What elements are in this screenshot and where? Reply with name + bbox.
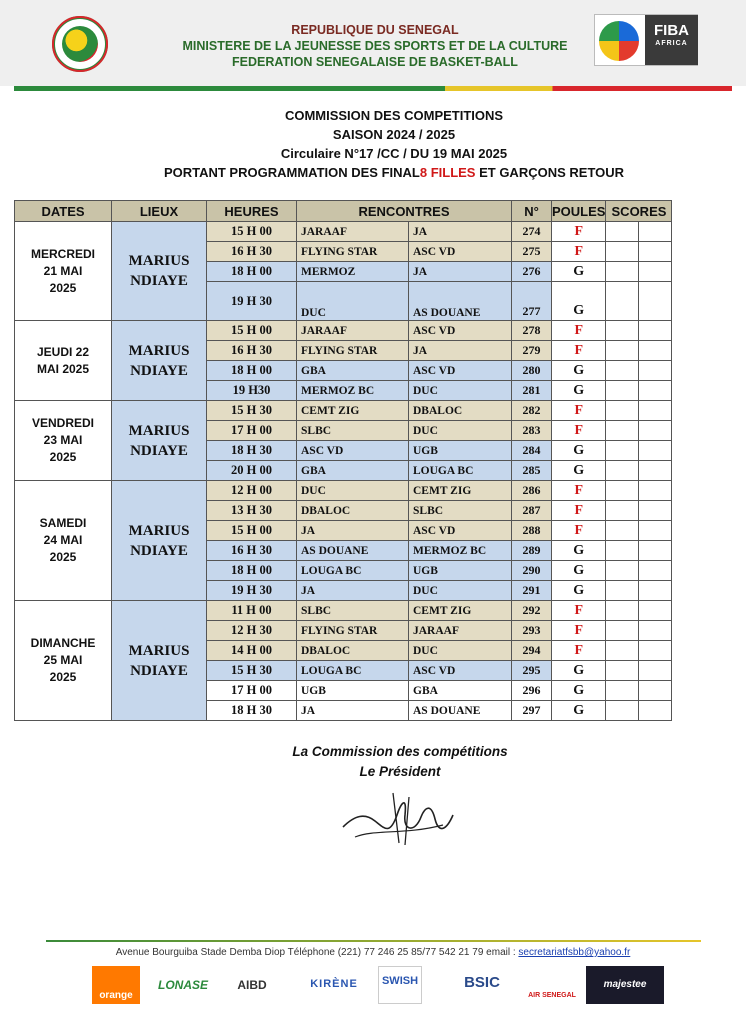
- poule-cell: G: [552, 661, 606, 681]
- table-row: [15, 601, 672, 621]
- home-team-cell: LOUGA BC: [297, 561, 409, 581]
- time-cell: 15 H 00: [207, 521, 297, 541]
- score-cell: [606, 321, 639, 341]
- score-cell: [639, 361, 672, 381]
- match-number-cell: 292: [512, 601, 552, 621]
- match-number-cell: 275: [512, 242, 552, 262]
- venue-cell: [112, 222, 207, 321]
- title-line4-b: 8 FILLES: [419, 165, 476, 180]
- air-senegal-logo: AIR SENEGAL: [528, 992, 576, 999]
- match-number-cell: 285: [512, 461, 552, 481]
- home-team-cell: UGB: [297, 681, 409, 701]
- score-cell: [639, 381, 672, 401]
- away-team-cell: ASC VD: [409, 521, 512, 541]
- sponsor-logos: [92, 966, 692, 1006]
- title-line3: Circulaire N°17 /CC / DU 19 MAI 2025: [280, 146, 508, 161]
- poule-cell: G: [552, 561, 606, 581]
- venue-cell: [112, 321, 207, 401]
- date-line: DIMANCHE: [30, 636, 96, 650]
- date-cell: [15, 601, 112, 721]
- time-cell: 13 H 30: [207, 501, 297, 521]
- header-heures: HEURES: [207, 201, 297, 222]
- score-cell: [639, 581, 672, 601]
- fsbb-logo: [52, 16, 108, 72]
- lonase-logo: LONASE: [157, 978, 208, 992]
- away-team-cell: GBA: [409, 681, 512, 701]
- time-cell: 17 H 00: [207, 421, 297, 441]
- score-cell: [606, 621, 639, 641]
- document-title: [0, 106, 746, 182]
- home-team-cell: MERMOZ: [297, 262, 409, 282]
- score-cell: [606, 661, 639, 681]
- score-cell: [639, 461, 672, 481]
- poule-cell: F: [552, 341, 606, 361]
- match-number-cell: 276: [512, 262, 552, 282]
- signature-block: [250, 742, 550, 782]
- header-scores: SCORES: [606, 201, 672, 222]
- away-team-cell: UGB: [409, 441, 512, 461]
- venue-line: NDIAYE: [130, 442, 188, 459]
- date-line: VENDREDI: [31, 416, 94, 430]
- venue-line: NDIAYE: [130, 662, 188, 679]
- match-number-cell: 295: [512, 661, 552, 681]
- fiba-africa-logo: [594, 14, 698, 66]
- match-number-cell: 277: [512, 282, 552, 321]
- time-cell: 18 H 00: [207, 262, 297, 282]
- home-team-cell: CEMT ZIG: [297, 401, 409, 421]
- poule-cell: F: [552, 421, 606, 441]
- match-number-cell: 297: [512, 701, 552, 721]
- poule-cell: G: [552, 262, 606, 282]
- title-line4-a: PORTANT PROGRAMMATION DES FINAL: [163, 165, 420, 180]
- match-number-cell: 282: [512, 401, 552, 421]
- time-cell: 18 H 30: [207, 441, 297, 461]
- venue-line: MARIUS: [128, 522, 190, 539]
- home-team-cell: JA: [297, 521, 409, 541]
- orange-logo: orange: [92, 966, 140, 1004]
- header-line1: REPUBLIQUE DU SENEGAL: [291, 23, 459, 37]
- score-cell: [606, 262, 639, 282]
- score-cell: [606, 521, 639, 541]
- score-cell: [606, 701, 639, 721]
- venue-cell: [112, 481, 207, 601]
- time-cell: 19 H 30: [207, 282, 297, 321]
- home-team-cell: MERMOZ BC: [297, 381, 409, 401]
- home-team-cell: SLBC: [297, 421, 409, 441]
- poule-cell: F: [552, 601, 606, 621]
- table-row: [15, 481, 672, 501]
- score-cell: [639, 641, 672, 661]
- score-cell: [639, 242, 672, 262]
- title-line4: [0, 163, 746, 182]
- title-line2: SAISON 2024 / 2025: [332, 127, 456, 142]
- score-cell: [639, 661, 672, 681]
- footer-rule: [46, 940, 701, 942]
- match-number-cell: 287: [512, 501, 552, 521]
- header-numero: N°: [512, 201, 552, 222]
- home-team-cell: LOUGA BC: [297, 661, 409, 681]
- away-team-cell: UGB: [409, 561, 512, 581]
- match-number-cell: 284: [512, 441, 552, 461]
- venue-line: NDIAYE: [130, 542, 188, 559]
- away-team-cell: CEMT ZIG: [409, 601, 512, 621]
- home-team-cell: AS DOUANE: [297, 541, 409, 561]
- score-cell: [639, 521, 672, 541]
- venue-line: MARIUS: [128, 342, 190, 359]
- poule-cell: G: [552, 381, 606, 401]
- score-cell: [606, 421, 639, 441]
- date-line: 2025: [49, 550, 77, 564]
- score-cell: [606, 441, 639, 461]
- away-team-cell: ASC VD: [409, 242, 512, 262]
- letterhead-text: [150, 22, 600, 70]
- time-cell: 11 H 00: [207, 601, 297, 621]
- match-number-cell: 286: [512, 481, 552, 501]
- schedule-table: [14, 200, 672, 721]
- home-team-cell: DBALOC: [297, 501, 409, 521]
- poule-cell: F: [552, 321, 606, 341]
- basketball-icon: [599, 21, 639, 61]
- home-team-cell: DUC: [297, 282, 409, 321]
- time-cell: 18 H 00: [207, 561, 297, 581]
- score-cell: [639, 401, 672, 421]
- score-cell: [606, 222, 639, 242]
- score-cell: [639, 561, 672, 581]
- president-label: Le Président: [359, 764, 441, 779]
- away-team-cell: DUC: [409, 421, 512, 441]
- home-team-cell: ASC VD: [297, 441, 409, 461]
- home-team-cell: FLYING STAR: [297, 621, 409, 641]
- poule-cell: F: [552, 242, 606, 262]
- venue-line: MARIUS: [128, 253, 190, 269]
- header-poules: POULES: [552, 201, 606, 222]
- time-cell: 19 H 30: [207, 581, 297, 601]
- swish-logo: SWISH: [378, 966, 422, 1004]
- score-cell: [639, 601, 672, 621]
- home-team-cell: JA: [297, 581, 409, 601]
- time-cell: 12 H 30: [207, 621, 297, 641]
- venue-line: NDIAYE: [130, 362, 188, 379]
- title-line4-c: ET GARÇONS RETOUR: [475, 165, 625, 180]
- date-line: SAMEDI: [39, 516, 87, 530]
- poule-cell: F: [552, 521, 606, 541]
- table-row: [15, 321, 672, 341]
- table-header-row: [15, 201, 672, 222]
- match-number-cell: 283: [512, 421, 552, 441]
- table-row: [15, 222, 672, 242]
- home-team-cell: GBA: [297, 361, 409, 381]
- away-team-cell: ASC VD: [409, 321, 512, 341]
- header-dates: DATES: [15, 201, 112, 222]
- score-cell: [639, 621, 672, 641]
- score-cell: [639, 222, 672, 242]
- date-cell: [15, 321, 112, 401]
- home-team-cell: SLBC: [297, 601, 409, 621]
- poule-cell: G: [552, 541, 606, 561]
- away-team-cell: MERMOZ BC: [409, 541, 512, 561]
- fiba-logo-main: FIBA: [654, 22, 689, 39]
- score-cell: [606, 501, 639, 521]
- match-number-cell: 294: [512, 641, 552, 661]
- venue-cell: [112, 401, 207, 481]
- header-lieux: LIEUX: [112, 201, 207, 222]
- match-number-cell: 293: [512, 621, 552, 641]
- date-line: 2025: [49, 450, 77, 464]
- match-number-cell: 274: [512, 222, 552, 242]
- score-cell: [606, 641, 639, 661]
- away-team-cell: AS DOUANE: [409, 701, 512, 721]
- score-cell: [606, 581, 639, 601]
- match-number-cell: 296: [512, 681, 552, 701]
- poule-cell: G: [552, 681, 606, 701]
- time-cell: 16 H 30: [207, 341, 297, 361]
- date-line: 2025: [49, 670, 77, 684]
- time-cell: 15 H 00: [207, 222, 297, 242]
- time-cell: 14 H 00: [207, 641, 297, 661]
- poule-cell: G: [552, 441, 606, 461]
- venue-line: MARIUS: [128, 422, 190, 439]
- time-cell: 12 H 00: [207, 481, 297, 501]
- bsic-logo: BSIC: [464, 974, 500, 991]
- match-number-cell: 279: [512, 341, 552, 361]
- poule-cell: F: [552, 481, 606, 501]
- score-cell: [606, 461, 639, 481]
- date-line: 24 MAI: [43, 533, 83, 547]
- date-line: 23 MAI: [43, 433, 83, 447]
- match-number-cell: 281: [512, 381, 552, 401]
- schedule-body: [15, 222, 672, 721]
- score-cell: [606, 341, 639, 361]
- poule-cell: F: [552, 501, 606, 521]
- home-team-cell: FLYING STAR: [297, 341, 409, 361]
- date-cell: [15, 481, 112, 601]
- time-cell: 16 H 30: [207, 541, 297, 561]
- time-cell: 15 H 30: [207, 401, 297, 421]
- score-cell: [639, 501, 672, 521]
- score-cell: [639, 421, 672, 441]
- date-cell: [15, 401, 112, 481]
- header-line3: FEDERATION SENEGALAISE DE BASKET-BALL: [232, 55, 518, 69]
- home-team-cell: GBA: [297, 461, 409, 481]
- away-team-cell: ASC VD: [409, 361, 512, 381]
- email-link[interactable]: secretariatfsbb@yahoo.fr: [518, 947, 631, 958]
- home-team-cell: JA: [297, 701, 409, 721]
- fiba-logo-sub: AFRICA: [655, 40, 688, 47]
- match-number-cell: 280: [512, 361, 552, 381]
- score-cell: [606, 601, 639, 621]
- match-number-cell: 288: [512, 521, 552, 541]
- address-text: Avenue Bourguiba Stade Demba Diop Téléphone (221) 77 246 25 85/77 542 21 79 email :: [115, 947, 519, 958]
- time-cell: 18 H 30: [207, 701, 297, 721]
- away-team-cell: LOUGA BC: [409, 461, 512, 481]
- home-team-cell: DUC: [297, 481, 409, 501]
- time-cell: 15 H 30: [207, 661, 297, 681]
- score-cell: [639, 481, 672, 501]
- score-cell: [606, 561, 639, 581]
- time-cell: 15 H 00: [207, 321, 297, 341]
- poule-cell: G: [552, 461, 606, 481]
- score-cell: [639, 441, 672, 461]
- date-line: MAI 2025: [36, 361, 90, 376]
- away-team-cell: DUC: [409, 381, 512, 401]
- score-cell: [606, 361, 639, 381]
- time-cell: 19 H30: [207, 381, 297, 401]
- match-number-cell: 291: [512, 581, 552, 601]
- flag-stripe: [14, 86, 732, 91]
- time-cell: 18 H 00: [207, 361, 297, 381]
- poule-cell: G: [552, 282, 606, 321]
- score-cell: [606, 481, 639, 501]
- time-cell: 16 H 30: [207, 242, 297, 262]
- away-team-cell: DUC: [409, 641, 512, 661]
- score-cell: [639, 262, 672, 282]
- poule-cell: G: [552, 581, 606, 601]
- score-cell: [606, 381, 639, 401]
- header-line2: MINISTERE DE LA JEUNESSE DES SPORTS ET DE LA CULTURE: [182, 39, 568, 53]
- majestee-logo: majestee: [586, 966, 664, 1004]
- away-team-cell: JA: [409, 262, 512, 282]
- handwritten-signature: [335, 785, 460, 851]
- poule-cell: F: [552, 621, 606, 641]
- away-team-cell: SLBC: [409, 501, 512, 521]
- commission-label: La Commission des compétitions: [292, 744, 508, 759]
- score-cell: [639, 681, 672, 701]
- score-cell: [606, 401, 639, 421]
- score-cell: [639, 282, 672, 321]
- venue-line: MARIUS: [128, 642, 190, 659]
- date-line: MERCREDI: [30, 246, 95, 261]
- aibd-logo: AIBD: [237, 978, 267, 992]
- title-line1: COMMISSION DES COMPETITIONS: [284, 108, 504, 123]
- match-number-cell: 290: [512, 561, 552, 581]
- away-team-cell: JA: [409, 341, 512, 361]
- date-line: 2025: [49, 280, 77, 295]
- time-cell: 20 H 00: [207, 461, 297, 481]
- home-team-cell: JARAAF: [297, 222, 409, 242]
- score-cell: [639, 341, 672, 361]
- score-cell: [606, 242, 639, 262]
- match-number-cell: 278: [512, 321, 552, 341]
- score-cell: [639, 321, 672, 341]
- home-team-cell: DBALOC: [297, 641, 409, 661]
- home-team-cell: JARAAF: [297, 321, 409, 341]
- poule-cell: F: [552, 222, 606, 242]
- time-cell: 17 H 00: [207, 681, 297, 701]
- match-number-cell: 289: [512, 541, 552, 561]
- header-rencontres: RENCONTRES: [297, 201, 512, 222]
- score-cell: [639, 541, 672, 561]
- away-team-cell: ASC VD: [409, 661, 512, 681]
- kirene-logo: KIRÈNE: [310, 978, 358, 990]
- away-team-cell: AS DOUANE: [409, 282, 512, 321]
- score-cell: [606, 681, 639, 701]
- date-line: JEUDI 22: [36, 344, 90, 359]
- score-cell: [639, 701, 672, 721]
- poule-cell: G: [552, 361, 606, 381]
- away-team-cell: DUC: [409, 581, 512, 601]
- away-team-cell: CEMT ZIG: [409, 481, 512, 501]
- footer-address: [0, 947, 746, 958]
- table-row: [15, 401, 672, 421]
- away-team-cell: JARAAF: [409, 621, 512, 641]
- score-cell: [606, 541, 639, 561]
- date-line: 25 MAI: [43, 653, 83, 667]
- poule-cell: F: [552, 401, 606, 421]
- away-team-cell: JA: [409, 222, 512, 242]
- venue-line: NDIAYE: [130, 273, 188, 289]
- score-cell: [606, 282, 639, 321]
- home-team-cell: FLYING STAR: [297, 242, 409, 262]
- poule-cell: G: [552, 701, 606, 721]
- date-cell: [15, 222, 112, 321]
- poule-cell: F: [552, 641, 606, 661]
- venue-cell: [112, 601, 207, 721]
- date-line: 21 MAI: [43, 263, 83, 278]
- away-team-cell: DBALOC: [409, 401, 512, 421]
- letterhead: [0, 0, 746, 86]
